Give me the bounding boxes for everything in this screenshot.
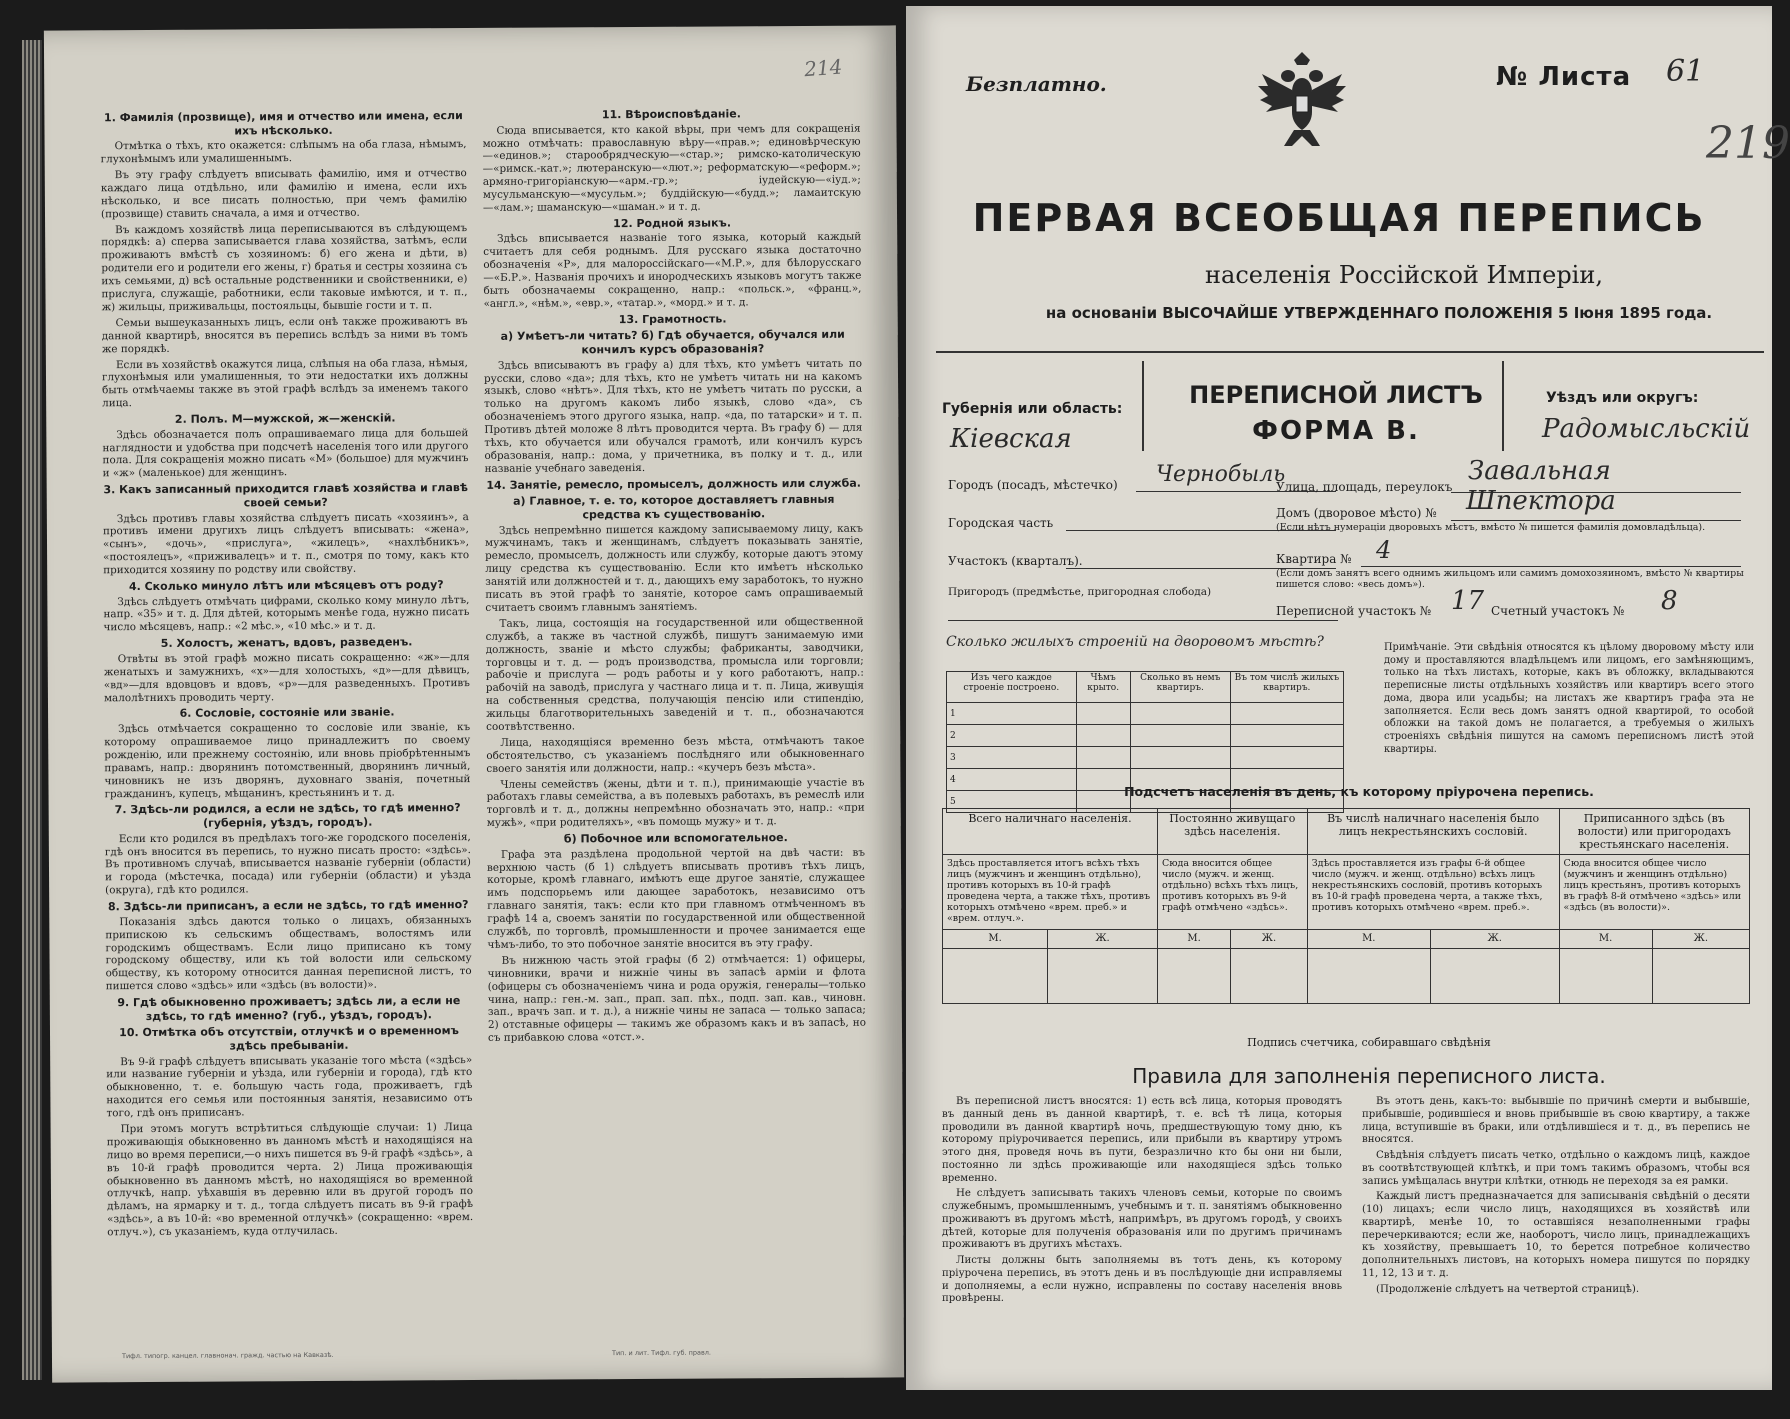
rules-column-1 (100, 106, 473, 1242)
table-row (947, 747, 1344, 769)
rule-heading: б) Побочное или вспомогательное. (563, 831, 788, 846)
rule-heading: 6. Сословіе, состояніе или званіе. (179, 705, 395, 721)
apartment-value: 4 (1376, 536, 1392, 564)
rule-paragraph: Свѣдѣнія слѣдуетъ писать четко, отдѣльно о каждомъ лицѣ, каждое въ соотвѣтствующей клѣткѣ, и при томъ такимъ образомъ, чтобы вся запись умѣщалась внутри клѣтки, отнюдь не переходя за ея рамки. (1362, 1150, 1750, 1187)
rule-paragraph: Въ 9-й графѣ слѣдуетъ вписывать указаніе того мѣста («здѣсь» или название губерніи и уѣзда, или губерніи и города), гдѣ кто обыкновенно, т. е. большую часть года, проживаетъ, гдѣ находится его семья или постоянныя занятія, независимо отъ того, гдѣ онъ приписанъ. (106, 1053, 473, 1120)
gubernia-value: Кіевская (950, 424, 1072, 454)
divider (1142, 361, 1144, 451)
city-value: Чернобыль (1156, 462, 1286, 487)
rule-paragraph: Здѣсь обозначается полъ опрашиваемаго лица для большей наглядности и удобства при подсчетѣ населенія того или другого пола. Для сокращенія можно писать «М» (большое) для мужчинъ и «ж» (маленькое) для женщинъ. (102, 426, 469, 480)
female-count-cell (1048, 949, 1158, 1004)
rule-paragraph: (Продолженіе слѣдуетъ на четвертой страницѣ). (1376, 1283, 1640, 1295)
table-row (943, 949, 1750, 1004)
rule-heading: 13. Грамотность. (618, 312, 727, 326)
table-row (943, 855, 1750, 930)
male-count-cell (1307, 949, 1430, 1004)
row-number: 1 (947, 703, 1077, 725)
population-heading: Подсчетъ населенія въ день, къ которому пріурочена перепись. (1124, 784, 1594, 799)
page-number-pencil: 219 (1706, 118, 1790, 169)
male-column-label: М. (943, 930, 1048, 949)
street-label: Улица, площадь, переулокъ (1276, 480, 1453, 494)
underline (1451, 520, 1741, 521)
sheet-number-label: № Листа (1496, 62, 1632, 92)
female-column-label: Ж. (1652, 930, 1749, 949)
table-cell (1230, 725, 1343, 747)
rules-column-2 (482, 104, 866, 1048)
rule-paragraph: Въ каждомъ хозяйствѣ лица переписываются въ слѣдующемъ порядкѣ: а) сперва записывается глава хозяйства, затѣмъ, если проживаютъ вмѣстѣ съ хозяиномъ: б) его жена и дѣти, в) родители его и родители его жены, г) братья и сестры хозяина съ ихъ семьями, д) всѣ остальные родственники и свойственники, е) прислуга, служащіе, работники, если таковые имѣются, и т. п., ж) жильцы, приживальцы, постояльцы, бывшіе гости и т. п. (101, 221, 468, 314)
male-count-cell (1559, 949, 1652, 1004)
male-count-cell (943, 949, 1048, 1004)
rules-text-column-1 (942, 1096, 1342, 1309)
house-label: Домъ (дворовое мѣсто) № (1276, 506, 1437, 520)
column-header: Постоянно живущаго здѣсь населенія. (1157, 809, 1307, 855)
rule-paragraph: Въ нижнюю часть этой графы (б 2) отмѣчается: 1) офицеры, чиновники, врачи и нижніе чины въ запасѣ арміи и флота (офицеры съ обозначеніемъ чина и рода оружія, генералы—только чина, напр.: ген.-м. зап., прап. зап. пѣх., подп. зап. кав., чиновн. зап., врачъ зап. и т. д.), а нижніе чины не запаса — только запаса; 2) отставные офицеры — такимъ же образомъ какъ и въ запасѣ, но съ прибавкою слова «отст.». (487, 952, 866, 1045)
column-header: Въ числѣ наличнаго населенія было лицъ некрестьянскихъ сословій. (1307, 809, 1559, 855)
left-page (44, 25, 904, 1382)
document-subtitle: населенія Россійской Имперіи, (1205, 261, 1603, 289)
table-cell (1230, 747, 1343, 769)
rule-paragraph: Отвѣты въ этой графѣ можно писать сокращенно: «ж»—для женатыхъ и замужнихъ, «х»—для холостыхъ, «д»—для дѣвицъ, «вд»—для вдовцовъ и вдовъ, «р»—для разведенныхъ. Противъ малолѣтнихъ проводить черту. (103, 650, 470, 704)
column-header: Приписанного здѣсь (въ волости) или пригородахъ крестьянскаго населенія. (1559, 809, 1749, 855)
column-header: Всего наличнаго населенія. (943, 809, 1158, 855)
table-cell (1130, 703, 1230, 725)
rule-paragraph: Семьи вышеуказанныхъ лицъ, если онѣ также проживаютъ въ данной квартирѣ, вносятся въ перепись вслѣдъ за ними въ томъ же порядкѣ. (101, 314, 468, 355)
rule-paragraph: Не слѣдуетъ записывать такихъ членовъ семьи, которые по своимъ служебнымъ, промышленнымъ, учебнымъ и т. п. занятіямъ обыкновенно проживаютъ въ другомъ мѣстѣ, напримѣръ, въ другомъ городѣ, у своихъ дѣтей, которые для полученія образованія или по другимъ причинамъ проживаютъ въ другихъ мѣстахъ. (942, 1188, 1342, 1251)
female-column-label: Ж. (1231, 930, 1308, 949)
rule-paragraph: Въ этотъ день, какъ-то: выбывшіе по причинѣ смерти и выбывшіе, прибывшіе, родившіеся и вновь прибывшіе въ свою квартиру, а также лица, вступившіе въ браки, или отдѣлившіеся и т. д., въ перепись не вносятся. (1362, 1096, 1750, 1146)
table-row (943, 930, 1750, 949)
table-cell (1076, 725, 1130, 747)
rule-paragraph: Если въ хозяйствѣ окажутся лица, слѣпыя на оба глаза, нѣмыя, глухонѣмыя или умалишенныя, то эти недостатки ихъ должны быть отмѣчаемы также въ этой графѣ вслѣдъ за именемъ такого лица. (101, 356, 469, 410)
row-number: 2 (947, 725, 1077, 747)
underline (948, 620, 1338, 621)
section-label: Участокъ (кварталъ). (948, 554, 1083, 568)
male-count-cell (1157, 949, 1230, 1004)
column-header: Чѣмъ крыто. (1076, 672, 1130, 703)
imperial-eagle-emblem (1254, 50, 1350, 154)
count-section-label: Счетный участокъ № (1491, 604, 1625, 618)
buildings-note: Примѣчаніе. Эти свѣдѣнія относятся къ цѣлому дворовому мѣсту или дому и проставляются владѣльцемъ или лицомъ, его замѣняющимъ, только на тѣхъ листахъ, которые, какъ въ обложку, вкладываются переписные листы отдѣльныхъ хозяйствъ или квартиръ всего этого дома, двора или усадьбы; на листахъ же квартиръ графа эта не заполняется. Если весь домъ занятъ одной квартирой, то особой обложки на такой домъ не полагается, а требуемыя о жилыхъ строеніяхъ свѣдѣнія пишутся на самомъ переписномъ листѣ этой квартиры. (1384, 642, 1754, 755)
rule-paragraph: Члены семействъ (жены, дѣти и т. п.), принимающіе участіе въ работахъ главы семейства, а въ полевыхъ работахъ, въ ремеслѣ или торговлѣ и т. д., должны непремѣнно обозначать это, напр.: «при мужѣ», «при родителяхъ», «въ помощь мужу» и т. д. (486, 776, 865, 830)
table-row (943, 809, 1750, 855)
house-note: (Если нѣтъ нумераціи дворовыхъ мѣстъ, вмѣсто № пишется фамилія домовладѣльца). (1276, 522, 1706, 533)
rule-paragraph: Если кто родился въ предѣлахъ того-же городского поселенія, гдѣ онъ вносится въ перепись, то нужно писать просто: «здѣсь». Въ противномъ случаѣ, вписывается названіе губерніи (области) и города (мѣстечка, посада) или губерніи (области) и уѣзда (округа), гдѣ кто родился. (104, 830, 472, 897)
female-count-cell (1652, 949, 1749, 1004)
rule-heading: а) Умѣетъ-ли читать? б) Гдѣ обучается, обучался или кончилъ курсъ образованія? (500, 328, 845, 357)
column-header: Изъ чего каждое строеніе построено. (947, 672, 1077, 703)
right-page (906, 6, 1790, 1390)
house-value: Шпектора (1466, 486, 1616, 516)
female-count-cell (1430, 949, 1559, 1004)
column-header: Въ том числѣ жилыхъ квартиръ. (1230, 672, 1343, 703)
table-cell (1130, 747, 1230, 769)
rule-paragraph: Здѣсь отмѣчается сокращенно то сословіе или званіе, къ которому опрашиваемое лицо принадлежитъ по своему рожденію, или прежнему состоянію, или вновь пріобрѣтеннымъ правамъ, напр.: дворянинъ потомственный, дворянинъ личный, чиновникъ не изъ дворянъ, духовнаго званія, почетный гражданинъ, купецъ, мѣщанинъ, крестьянинъ и т. д. (104, 721, 471, 800)
female-count-cell (1231, 949, 1308, 1004)
gubernia-label: Губернія или область: (942, 401, 1123, 417)
rule-heading: 11. Вѣроисповѣданіе. (601, 107, 741, 122)
district-label: Городская часть (948, 516, 1054, 530)
free-label: Безплатно. (966, 72, 1107, 96)
rule-paragraph: Каждый листъ предназначается для записыванія свѣдѣній о десяти (10) лицахъ; если число лицъ, находящихся въ хозяйствѣ или квартирѣ, менѣе 10, то оставшіяся незаполненными графы перечеркиваются; если же, наоборотъ, число лицъ, принадлежащихъ къ хозяйству, превышаетъ 10, то берется потребное количество дополнительныхъ листовъ, на которыхъ номера пишутся по порядку 11, 12, 13 и т. д. (1362, 1191, 1750, 1279)
male-column-label: М. (1157, 930, 1230, 949)
rule-paragraph: Въ переписной листъ вносятся: 1) есть всѣ лица, которыя проводятъ въ данный день въ данной квартирѣ, т. е. всѣ тѣ лица, которыя проводили въ данной квартирѣ ночь, предшествующую тому дню, къ которому пріурочивается перепись, или прибыли въ квартиру утромъ этого дня, проведя ночь въ пути, безразлично кто бы они ни были, постоянно ли здѣсь проживающіе или находящіеся здѣсь только временно. (942, 1096, 1342, 1184)
row-number: 5 (947, 791, 1077, 813)
rules-text-column-2 (1362, 1096, 1750, 1299)
column-instructions: Сюда вносится общее число (мужч. и женщ. отдѣльно) всѣхъ тѣхъ лицъ, противъ которыхъ въ 9-й графѣ отмѣчено «здѣсь». (1157, 855, 1307, 930)
rule-heading: 8. Здѣсь-ли приписанъ, а если не здѣсь, то гдѣ именно? (107, 898, 469, 914)
rule-heading: 4. Сколько минуло лѣтъ или мѣсяцевъ отъ роду? (128, 578, 444, 594)
table-cell (1076, 747, 1130, 769)
census-section-value: 17 (1451, 586, 1485, 616)
rule-paragraph: Здѣсь непремѣнно пишется каждому записываемому лицу, какъ мужчинамъ, такъ и женщинамъ, слѣдуетъ показывать занятіе, ремесло, промыселъ, должность или службу, которые даютъ этому лицу средства къ существованію. Если кто имѣетъ нѣсколько занятій или должностей и т. д., дающихъ ему заработокъ, то нужно писать въ этой графѣ то занятіе, которое самъ опрашиваемый считаетъ своимъ главнымъ занятіемъ. (484, 522, 864, 614)
table-cell (1230, 703, 1343, 725)
population-table (942, 808, 1750, 1004)
document-basis: на основаніи ВЫСОЧАЙШЕ УТВЕРЖДЕННАГО ПОЛОЖЕНІЯ 5 Іюня 1895 года. (1045, 304, 1713, 322)
rule-paragraph: Лица, находящіяся временно безъ мѣста, отмѣчаютъ такое обстоятельство, съ указаніемъ послѣдняго или обыкновеннаго своего занятія или должности, напр.: «кучеръ безъ мѣста». (486, 734, 865, 775)
form-subtitle: ФОРМА В. (1252, 416, 1420, 446)
table-cell (1076, 703, 1130, 725)
apartment-label: Квартира № (1276, 552, 1352, 566)
male-column-label: М. (1559, 930, 1652, 949)
uezd-value: Радомысльскій (1542, 414, 1751, 444)
uezd-label: Уѣздъ или округъ: (1546, 390, 1699, 406)
rule-paragraph: Здѣсь вписываютъ въ графу а) для тѣхъ, кто умѣетъ читать по русски, слово «да»; для тѣхъ, кто не умѣетъ читать ни на какомъ языкѣ, слово «нѣтъ». Для тѣхъ, кто не умѣетъ читать по русски, а только на другомъ какомъ либо языкѣ, слово «да», съ обозначеніемъ этого другого языка, напр. «да, по татарски» и т. п. Противъ дѣтей моложе 8 лѣтъ проводится черта. Въ графу б) — для тѣхъ, кто обучается или обучался грамотѣ, или кончилъ курсъ образованія, напр.: дома, у причетника, въ полку и т. д., или названіе учебнаго заведенія. (483, 357, 863, 475)
rule-paragraph: Такъ, лица, состоящія на государственной или общественной службѣ, а также въ частной службѣ, пишутъ занимаемую ими должность, званіе и мѣсто службы; фабриканты, заводчики, торговцы и т. д. — родъ производства, промысла или торговли; рабочіе и прислуга — родъ работы и у кого работаютъ, напр.: рабочій на заводѣ, прислуга у частнаго лица и т. п. Лица, живущія на собственныя средства, получающія пенсію или стипендію, жильцы благотворительныхъ заведеній и т. п., обозначаются соотвѣтственно. (485, 615, 865, 733)
underline (1361, 566, 1741, 567)
rule-heading: 9. Гдѣ обыкновенно проживаетъ; здѣсь ли, а если не здѣсь, то гдѣ именно? (губ., уѣздъ, городъ). (117, 994, 461, 1023)
apartment-note: (Если домъ занятъ всего однимъ жильцомъ или самимъ домохозяиномъ, вмѣсто № квартиры пишется слово: «весь домъ»). (1276, 568, 1744, 590)
row-number: 3 (947, 747, 1077, 769)
column-instructions: Здѣсь проставляется итогъ всѣхъ тѣхъ лицъ (мужчинъ и женщинъ отдѣльно), противъ которыхъ въ 10-й графѣ проведена черта, а также тѣхъ, противъ которыхъ отмѣчено «врем. преб.» и «врем. отлуч.». (943, 855, 1158, 930)
column-instructions: Здѣсь проставляется изъ графы 6-й общее число (мужч. и женщ. отдѣльно) всѣхъ лицъ некрестьянскихъ сословій, противъ которыхъ въ 10-й графѣ проведена черта, а также тѣхъ, противъ которыхъ отмѣчено «врем. преб.». (1307, 855, 1559, 930)
document-title: ПЕРВАЯ ВСЕОБЩАЯ ПЕРЕПИСЬ (972, 196, 1706, 240)
city-label: Городъ (посадъ, мѣстечко) (948, 478, 1118, 492)
table-header-row (947, 672, 1344, 703)
table-row (947, 703, 1344, 725)
form-title: ПЕРЕПИСНОЙ ЛИСТЪ (1189, 381, 1483, 409)
rule-heading: 2. Полъ. М—мужской, ж—женскій. (174, 411, 396, 426)
rule-paragraph: Здѣсь слѣдуетъ отмѣчать цифрами, сколько кому минуло лѣтъ, напр. «35» и т. д. Для дѣтей, которымъ менѣе года, нужно писать число мѣсяцевъ, напр.: «2 мѣс.», «10 мѣс.» и т. д. (103, 593, 470, 634)
census-section-label: Переписной участокъ № (1276, 604, 1432, 618)
row-number: 4 (947, 769, 1077, 791)
signature-label: Подпись счетчика, собиравшаго свѣдѣнія (1247, 1036, 1491, 1049)
male-column-label: М. (1307, 930, 1430, 949)
rules-title: Правила для заполненія переписного листа. (1132, 1064, 1606, 1088)
rule-heading: 14. Занятіе, ремесло, промыселъ, должность или служба. (486, 476, 861, 492)
rule-paragraph: При этомъ могутъ встрѣтиться слѣдующіе случаи: 1) Лица проживающія обыкновенно въ данномъ мѣстѣ и находящіяся на лицо во время переписи,—о нихъ пишется въ 9-й графѣ «здѣсь», а въ 10-й графѣ проводится черта. 2) Лица проживающія обыкновенно въ данномъ мѣстѣ, но находящіяся во временной отлучкѣ, напр. уѣхавшія въ деревню или въ другой городъ по дѣламъ, на ярмарку и т. д., тогда слѣдуетъ писать въ 9-й графѣ «здѣсь», а въ 10-й: «во временной отлучкѣ» (сокращенно: «врем. отлуч.»), съ указаніемъ, куда отлучилась. (106, 1121, 474, 1239)
page-stack-edge (22, 40, 42, 1380)
rule-paragraph: Здѣсь вписывается названіе того языка, который каждый считаетъ для себя роднымъ. Для русскаго языка достаточно обозначенія «Р», для малороссійскаго—«М.Р.», для бѣлорусскаго—«Б.Р.». Названія прочихъ и инородческихъ языковъ могутъ также быть обозначаемы сокращенно, напр.: «польск.», «франц.», «англ.», «нѣм.», «евр.», «татар.», «морд.» и т. д. (483, 231, 862, 310)
printer-imprint-left: Тифл. типогр. канцел. главнонач. гражд. частью на Кавказѣ. (121, 1350, 334, 1361)
rule-paragraph: Здѣсь противъ главы хозяйства слѣдуетъ писать «хозяинъ», а противъ имени другихъ лицъ слѣдуетъ вписывать: «жена», «сынъ», «дочь», «прислуга», «жилецъ», «нахлѣбникъ», «постоялецъ», «приживалецъ» и т. п., смотря по тому, какъ кто приходится хозяину по родству или свойству. (102, 510, 470, 577)
column-header: Сколько въ немъ квартиръ. (1130, 672, 1230, 703)
suburb-label: Пригородъ (предмѣстье, пригородная слобода) (948, 586, 1212, 598)
rule-paragraph: Графа эта раздѣлена продольной чертой на двѣ части: въ верхнюю часть (б 1) слѣдуетъ вписывать противъ тѣхъ лицъ, которые, кромѣ главнаго, имѣютъ еще другое занятіе, служащее имъ подспорьемъ или дающее заработокъ, независимо отъ главнаго занятія, такъ: если кто при главномъ отмѣченномъ въ графѣ 14 а, своемъ занятіи по государственной или общественной службѣ, по торговлѣ, промышленности и прочее занимается еще чѣмъ-либо, то это побочное занятіе вносится въ эту графу. (486, 846, 866, 951)
table-cell (1130, 725, 1230, 747)
female-column-label: Ж. (1048, 930, 1158, 949)
rule-paragraph: Листы должны быть заполняемы въ тотъ день, къ которому пріурочена перепись, въ этотъ день и въ послѣдующіе дни исправляемы и дополняемы, а если нужно, исправлены по составу населенія вновь провѣрены. (942, 1255, 1342, 1305)
rule-paragraph: Въ эту графу слѣдуетъ вписывать фамилію, имя и отчество каждаго лица отдѣльно, или фамилію и имена, если ихъ нѣсколько, и все писать полностью, при чемъ фамилію (прозвище) ставить сначала, а имя и отчество. (100, 167, 467, 220)
rule-paragraph: Показанія здѣсь даются только о лицахъ, обязанныхъ припискою къ сельскимъ обществамъ, волостямъ или городскимъ обществамъ. Если лицо приписано къ тому городскому обществу, или къ той волости или сельскому обществу, къ которому относится данная переписной листъ, то пишется слово «здѣсь» или «здѣсь (въ волости)». (105, 913, 472, 993)
column-instructions: Сюда вносится общее число (мужчинъ и женщинъ отдѣльно) лицъ крестьянъ, противъ которыхъ въ графѣ 8-й отмѣчено «здѣсь» или «здѣсь (въ волости)». (1559, 855, 1749, 930)
rule-heading: 5. Холостъ, женатъ, вдовъ, разведенъ. (160, 635, 413, 651)
count-section-value: 8 (1661, 586, 1678, 616)
rule-heading: 7. Здѣсь-ли родился, а если не здѣсь, то гдѣ именно? (губернія, уѣздъ, городъ). (114, 801, 461, 830)
table-row (947, 725, 1344, 747)
rule-heading: а) Главное, т. е. то, которое доставляетъ главныя средства къ существованію. (513, 493, 835, 522)
rule-heading: 1. Фамилія (прозвище), имя и отчество или имена, если ихъ нѣсколько. (103, 109, 463, 138)
buildings-question: Сколько жилыхъ строеній на дворовомъ мѣстѣ? (946, 634, 1324, 650)
rule-heading: 10. Отмѣтка объ отсутствіи, отлучкѣ и о временномъ здѣсь пребываніи. (119, 1024, 459, 1053)
sheet-number-value: 61 (1666, 54, 1705, 89)
rule-heading: 3. Какъ записанный приходится главѣ хозяйства и главѣ своей семьи? (103, 481, 468, 510)
rule-heading: 12. Родной языкъ. (613, 216, 732, 231)
rule-paragraph: Отмѣтка о тѣхъ, кто окажется: слѣпымъ на оба глаза, нѣмымъ, глухонѣмымъ или умалишеннымъ. (100, 138, 467, 166)
pencil-mark: 214 (803, 54, 844, 82)
rule-paragraph: Сюда вписывается, кто какой вѣры, при чемъ для сокращенія можно отмѣчать: православную вѣру—«прав.»; единовѣрческую—«единов.»; старообрядческую—«стар.»; римско-католическую—«римск.-кат.»; лютеранскую—«лют.»; реформатскую—«реформ.»; армяно-григоріанскую—«арм.-гр.»; іудейскую—«іуд.»; мусульманскую—«мусульм.»; буддійскую—«будд.»; ламаитскую—«лам.»; шаманскую—«шаман.» и т. д. (482, 122, 861, 214)
street-value: Завальная (1468, 456, 1611, 486)
printer-imprint-right: Тип. и лит. Тифл. губ. правл. (611, 1348, 712, 1358)
female-column-label: Ж. (1430, 930, 1559, 949)
